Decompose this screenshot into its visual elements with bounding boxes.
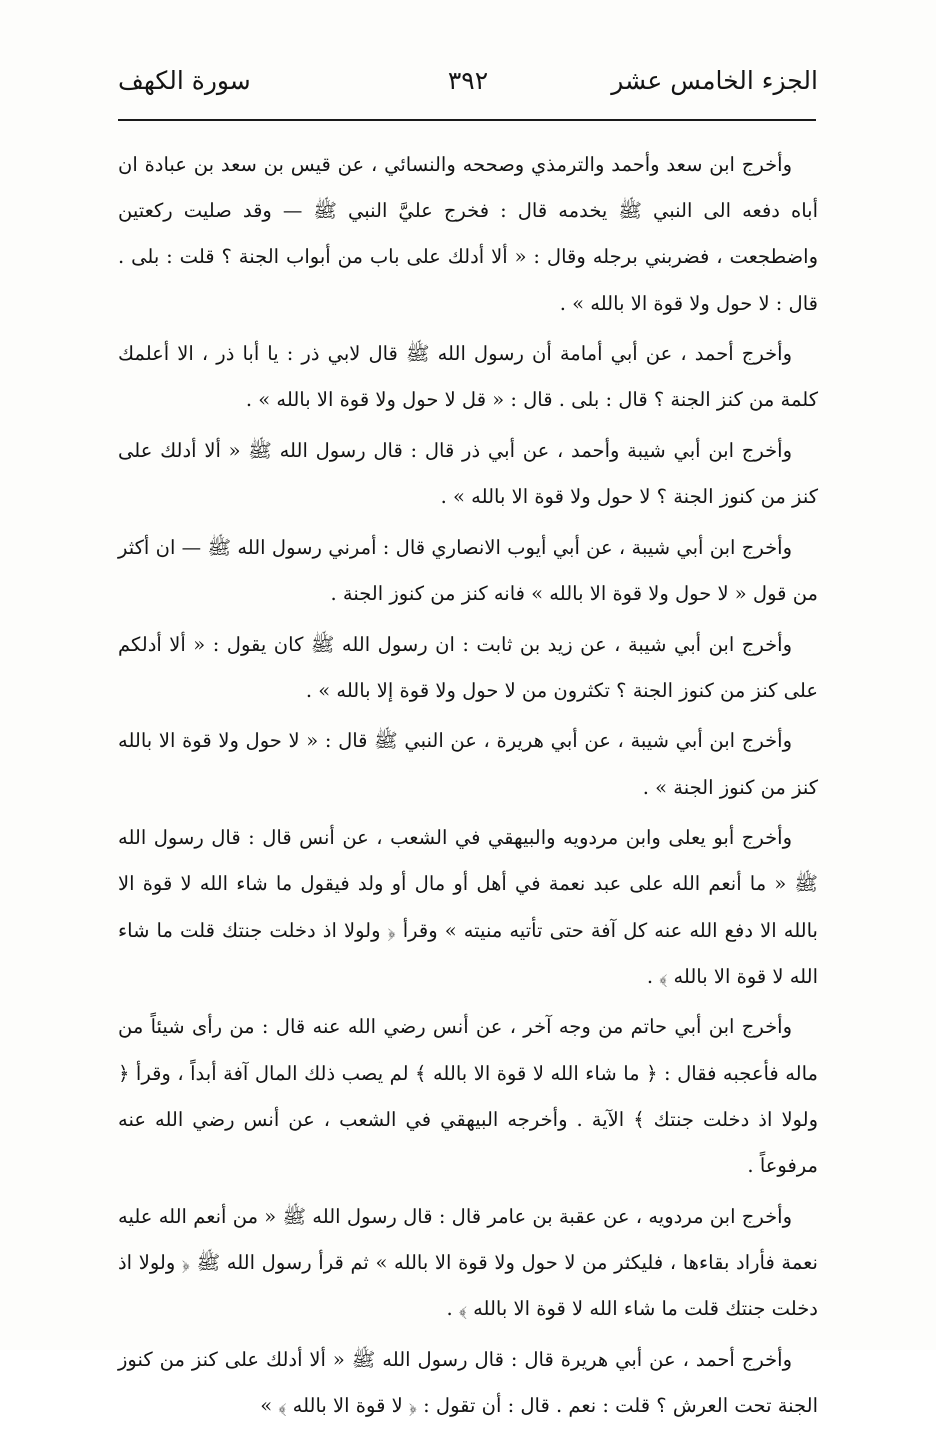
paragraph: وأخرج ابن أبي شيبة ، عن زيد بن ثابت : ان رسول الله ﷺ كان يقول : « ألا أدلكم على كنز من كنوز الجنة ؟ تكثرون من لا حول ولا قوة إلا بالله » . [118,632,818,702]
paragraph: وأخرج ابن أبي شيبة وأحمد ، عن أبي ذر قال : قال رسول الله ﷺ « ألا أدلك على كنز من كنوز الجنة ؟ لا حول ولا قوة الا بالله » . [118,439,818,509]
paragraph: وأخرج ابن أبي حاتم من وجه آخر ، عن أنس رضي الله عنه قال : من رأى شيئاً من ماله فأعجبه فقال : ﴿ ما شاء الله لا قوة الا بالله ﴾ لم يصب ذلك المال آفة أبداً ، وقرأ ﴿ ولولا اذ دخلت جنتك ﴾ الآية . وأخرجه البيهقي في الشعب ، عن أنس رضي الله عنه مرفوعاً . [118,1015,818,1177]
paragraph: وأخرج ابن مردويه ، عن عقبة بن عامر قال : قال رسول الله ﷺ « من أنعم الله عليه نعمة فأراد بقاءها ، فليكثر من لا حول ولا قوة الا بالله » ثم قرأ رسول الله ﷺ ﴿ ولولا اذ دخلت جنتك قلت ما شاء الله لا قوة الا بالله ﴾ . [118,1204,818,1320]
page-body [118,142,818,1433]
page-number: ٣٩٢ [447,66,489,95]
header-rule [118,119,816,121]
paragraph: وأخرج ابن سعد وأحمد والترمذي وصححه والنسائي ، عن قيس بن سعد بن عبادة ان أباه دفعه الى النبي ﷺ يخدمه قال : فخرج عليَّ النبي ﷺ — وقد صليت ركعتين واضطجعت ، فضربني برجله وقال : « ألا أدلك على باب من أبواب الجنة ؟ قلت : بلى . قال : لا حول ولا قوة الا بالله » . [118,153,818,315]
paragraph: وأخرج أبو يعلى وابن مردويه والبيهقي في الشعب ، عن أنس قال : قال رسول الله ﷺ « ما أنعم الله على عبد نعمة في أهل أو مال أو ولد فيقول ما شاء الله لا قوة الا بالله الا دفع الله عنه كل آفة حتى تأتيه منيته » وقرأ ﴿ ولولا اذ دخلت جنتك قلت ما شاء الله لا قوة الا بالله ﴾ . [118,826,818,988]
running-title-surah: سورة الكهف [118,66,251,95]
running-title-part: الجزء الخامس عشر [611,66,818,95]
paragraph: وأخرج ابن أبي شيبة ، عن أبي أيوب الانصاري قال : أمرني رسول الله ﷺ — ان أكثر من قول « لا حول ولا قوة الا بالله » فانه كنز من كنوز الجنة . [118,535,818,605]
page-header [118,56,818,108]
paragraph: وأخرج أحمد ، عن أبي أمامة أن رسول الله ﷺ قال لابي ذر : يا أبا ذر ، الا أعلمك كلمة من كنز الجنة ؟ قال : بلى . قال : « قل لا حول ولا قوة الا بالله » . [118,342,818,412]
paragraph: وأخرج أحمد ، عن أبي هريرة قال : قال رسول الله ﷺ « ألا أدلك على كنز من كنوز الجنة تحت العرش ؟ قلت : نعم . قال : أن تقول : ﴿ لا قوة الا بالله ﴾ » [118,1347,818,1417]
paragraph: وأخرج ابن أبي شيبة ، عن أبي هريرة ، عن النبي ﷺ قال : « لا حول ولا قوة الا بالله كنز من كنوز الجنة » . [118,729,818,799]
